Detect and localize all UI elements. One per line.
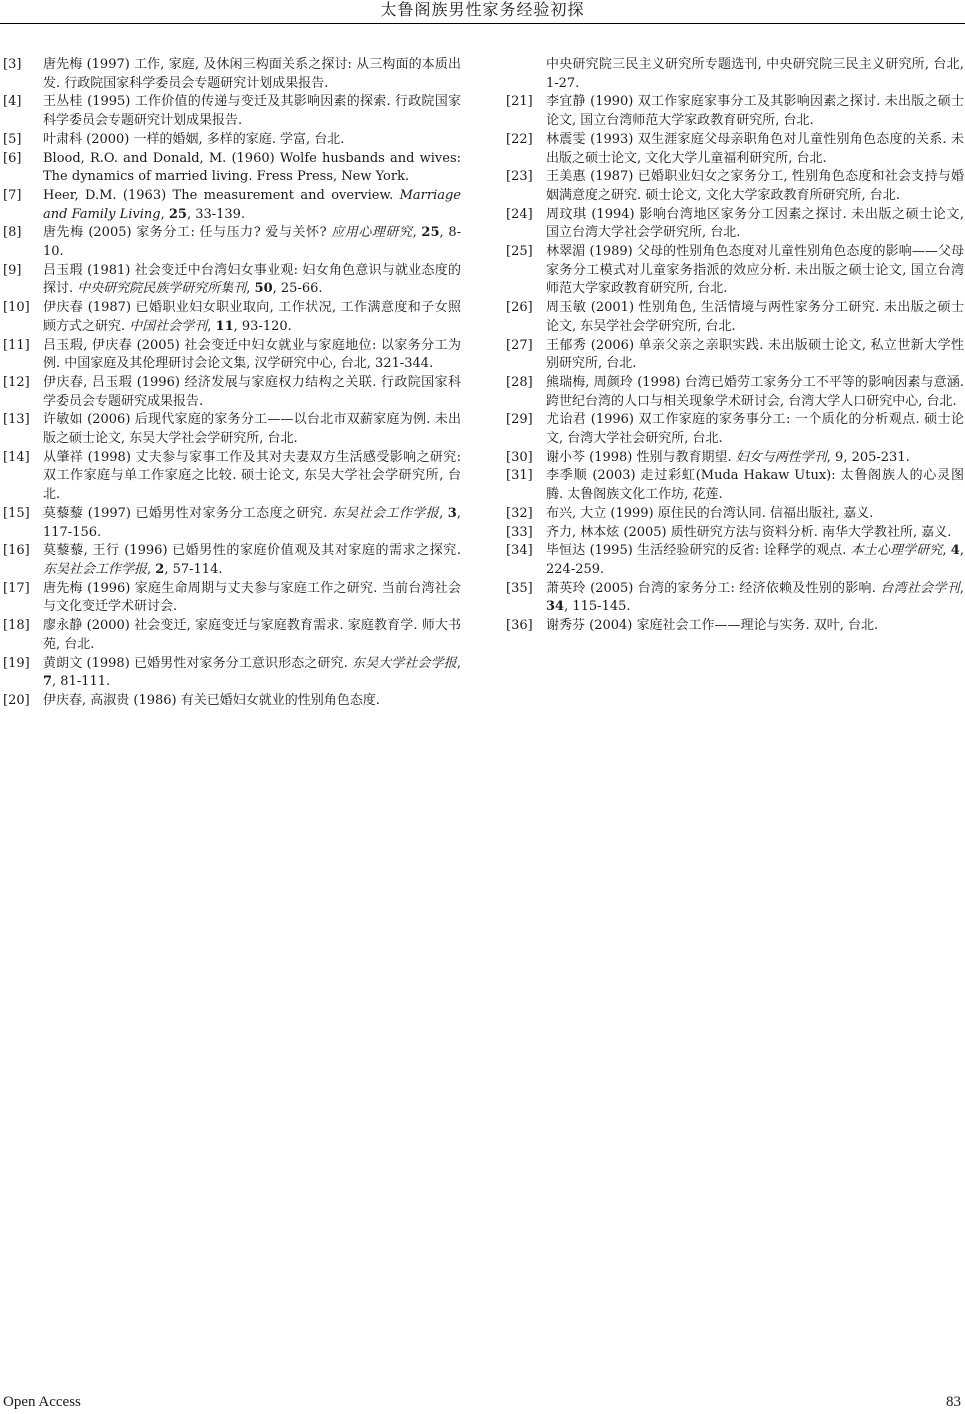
reference-volume: 50 (254, 281, 273, 297)
reference-text: 唐先梅 (1996) 家庭生命周期与丈夫参与家庭工作之研究. 当前台湾社会与文化变迁学术研讨会. (43, 580, 461, 615)
reference-text: Blood, R.O. and Donald, M. (1960) Wolfe husbands and wives: The dynamics of married living. Fress Press, New York. (43, 150, 461, 185)
reference-text: , (160, 206, 169, 222)
reference-volume: 3 (447, 505, 457, 521)
reference-entry (3, 299, 461, 336)
reference-entry (506, 542, 964, 579)
reference-number: [3] (3, 57, 22, 72)
reference-text: 吕玉瑕, 伊庆春 (2005) 社会变迁中妇女就业与家庭地位: 以家务分工为例. 中国家庭及其伦理研讨会论文集, 汉学研究中心, 台北, 321-344. (43, 337, 461, 372)
reference-number: [36] (506, 618, 533, 634)
reference-text: 齐力, 林本炫 (2005) 质性研究方法与资料分析. 南华大学教社所, 嘉义. (546, 524, 952, 540)
reference-entry (3, 542, 461, 579)
reference-number: [11] (3, 337, 30, 353)
reference-entry (506, 93, 964, 130)
reference-text: 谢秀芬 (2004) 家庭社会工作——理论与实务. 双叶, 台北. (546, 618, 879, 634)
reference-volume: 11 (215, 318, 234, 334)
reference-text: 中央研究院三民主义研究所专题选刊, 中央研究院三民主义研究所, 台北, 1-27. (546, 57, 964, 91)
reference-text: , 117-156. (43, 505, 461, 540)
reference-volume: 7 (43, 674, 53, 690)
reference-number: [6] (3, 150, 22, 166)
reference-text: 毕恒达 (1995) 生活经验研究的反省: 诠释学的观点. (546, 543, 851, 559)
reference-text: , 9, 205-231. (826, 449, 910, 465)
reference-entry (506, 337, 964, 374)
reference-text: 王丛桂 (1995) 工作价值的传递与变迁及其影响因素的探索. 行政院国家科学委员会专题研究计划成果报告. (43, 94, 461, 129)
reference-volume: 25 (168, 206, 187, 222)
reference-text: 伊庆春 (1987) 已婚职业妇女职业取向, 工作状况, 工作满意度和子女照顾方式之研究. (43, 300, 461, 334)
reference-text: , 93-120. (233, 318, 292, 334)
reference-entry (506, 299, 964, 336)
reference-text: 布兴, 大立 (1999) 原住民的台湾认同. 信福出版社, 嘉义. (546, 505, 874, 521)
reference-text: 林震雯 (1993) 双生涯家庭父母亲职角色对儿童性别角色态度的关系. 未出版之硕士论文, 文化大学儿童福利研究所, 台北. (546, 131, 964, 166)
reference-text: , 57-114. (164, 561, 223, 577)
reference-entry (506, 617, 964, 636)
reference-entry (506, 580, 964, 617)
reference-text: , (942, 543, 951, 559)
reference-text: , 8-10. (43, 225, 461, 260)
reference-entry (3, 449, 461, 505)
reference-text: 李宜静 (1990) 双工作家庭家事分工及其影响因素之探讨. 未出版之硕士论文, 国立台湾师范大学家政教育研究所, 台北. (546, 94, 964, 129)
reference-number: [4] (3, 94, 22, 110)
reference-number: [18] (3, 618, 30, 634)
reference-text: 王美惠 (1987) 已婚职业妇女之家务分工, 性别角色态度和社会支持与婚姻满意度之研究. 硕士论文, 文化大学家政教育所研究所, 台北. (546, 169, 964, 203)
reference-entry (3, 692, 461, 711)
reference-text: 尤诒君 (1996) 双工作家庭的家务事分工: 一个质化的分析观点. 硕士论文, 台湾大学社会研究所, 台北. (546, 412, 964, 447)
reference-entry (3, 150, 461, 187)
reference-journal: 本土心理学研究 (850, 543, 943, 559)
reference-volume: 34 (546, 599, 565, 615)
reference-entry (3, 224, 461, 261)
reference-text: 吕玉瑕 (1981) 社会变迁中台湾妇女事业观: 妇女角色意识与就业态度的探讨. (43, 262, 461, 297)
reference-journal: 东吴社会工作学报 (43, 561, 148, 577)
reference-journal: 中国社会学刊 (129, 318, 208, 334)
reference-number: [24] (506, 206, 533, 222)
reference-text: 唐先梅 (1997) 工作, 家庭, 及休闲三构面关系之探讨: 从三构面的本质出发. 行政院国家科学委员会专题研究计划成果报告. (43, 57, 461, 91)
reference-text: , (207, 318, 216, 334)
reference-number: [25] (506, 244, 533, 260)
reference-number: [20] (3, 692, 30, 708)
reference-text: 莫藜藜, 王行 (1996) 已婚男性的家庭价值观及其对家庭的需求之探究. (43, 543, 461, 559)
reference-text: 李季顺 (2003) 走过彩虹(Muda Hakaw Utux): 太鲁阁族人的心灵图腾. 太鲁阁族文化工作坊, 花莲. (546, 468, 964, 503)
reference-entry (3, 93, 461, 130)
reference-text: 叶肃科 (2000) 一样的婚姻, 多样的家庭. 学富, 台北. (43, 131, 345, 147)
reference-text: 林翠湄 (1989) 父母的性别角色态度对儿童性别角色态度的影响——父母家务分工模式对儿童家务指派的效应分析. 未出版之硕士论文, 国立台湾师范大学家政教育研究所, 台北. (546, 244, 964, 297)
reference-text: 从肇祥 (1998) 丈夫参与家事工作及其对夫妻双方生活感受影响之研究: 双工作家庭与单工作家庭之比较. 硕士论文, 东吴大学社会学研究所, 台北. (43, 449, 461, 503)
reference-number: [12] (3, 374, 30, 390)
reference-number: [28] (506, 374, 533, 390)
reference-number: [21] (506, 94, 533, 110)
reference-entry (506, 467, 964, 504)
page-number: 83 (946, 1394, 961, 1410)
reference-text: 廖永静 (2000) 社会变迁, 家庭变迁与家庭教育需求. 家庭教育学. 师大书苑, 台北. (43, 618, 461, 652)
reference-text: 伊庆春, 吕玉瑕 (1996) 经济发展与家庭权力结构之关联. 行政院国家科学委员会专题研究成果报告. (43, 374, 461, 409)
reference-entry (506, 374, 964, 411)
reference-number: [9] (3, 262, 22, 278)
footer-open-access: Open Access (3, 1394, 81, 1410)
reference-entry (506, 243, 964, 299)
reference-number: [30] (506, 449, 533, 465)
reference-text: , (439, 505, 448, 521)
reference-text: 王郁秀 (2006) 单亲父亲之亲职实践. 未出版硕士论文, 私立世新大学性别研究所, 台北. (546, 337, 964, 372)
reference-entry (506, 168, 964, 205)
reference-number: [15] (3, 505, 30, 521)
reference-number: [31] (506, 468, 533, 484)
reference-journal: 中央研究院民族学研究所集刊 (77, 281, 247, 297)
reference-number: [32] (506, 505, 533, 521)
reference-number: [29] (506, 412, 533, 428)
reference-number: [33] (506, 524, 533, 540)
reference-text: , (412, 225, 422, 241)
reference-text: , 33-139. (186, 206, 246, 222)
header-rule (0, 23, 965, 24)
reference-number: [35] (506, 580, 533, 596)
reference-number: [14] (3, 449, 30, 465)
reference-entry (3, 262, 461, 299)
reference-number: [8] (3, 225, 22, 241)
reference-number: [27] (506, 337, 533, 353)
reference-volume: 2 (155, 561, 165, 577)
references-left-column (3, 56, 461, 711)
reference-entry (3, 655, 461, 692)
reference-text: 熊瑞梅, 周颜玲 (1998) 台湾已婚劳工家务分工不平等的影响因素与意涵. 跨世纪台湾的人口与相关现象学术研讨会, 台湾大学人口研究中心, 台北. (546, 374, 964, 409)
reference-journal: 妇女与两性学刊 (735, 449, 827, 465)
reference-number: [34] (506, 543, 533, 559)
reference-entry (3, 617, 461, 654)
reference-entry (506, 524, 964, 543)
reference-text: , (246, 281, 255, 297)
reference-number: [10] (3, 300, 30, 316)
reference-number: [13] (3, 412, 30, 428)
reference-entry (506, 411, 964, 448)
reference-text: , (959, 580, 964, 596)
reference-text: , 115-145. (564, 599, 631, 615)
reference-entry (506, 206, 964, 243)
reference-text: 伊庆春, 高淑贵 (1986) 有关已婚妇女就业的性别角色态度. (43, 692, 380, 708)
reference-number: [7] (3, 187, 22, 203)
reference-text: 周玉敏 (2001) 性别角色, 生活情境与两性家务分工研究. 未出版之硕士论文, 东吴学社会学研究所, 台北. (546, 300, 964, 334)
reference-number: [26] (506, 300, 533, 316)
reference-journal: 东吴社会工作学报 (331, 505, 440, 521)
reference-text: 莫藜藜 (1997) 已婚男性对家务分工态度之研究. (43, 505, 332, 521)
reference-number: [5] (3, 131, 22, 147)
reference-entry (3, 131, 461, 150)
reference-entry (3, 187, 461, 224)
reference-text: 周玟琪 (1994) 影响台湾地区家务分工因素之探讨. 未出版之硕士论文, 国立台湾大学社会学研究所, 台北. (546, 206, 964, 241)
reference-number: [17] (3, 580, 30, 596)
reference-entry (3, 337, 461, 374)
reference-text: Heer, D.M. (1963) The measurement and overview. (43, 187, 400, 203)
references-right-column (506, 56, 964, 636)
reference-number: [16] (3, 543, 30, 559)
reference-text: , 25-66. (272, 281, 323, 297)
reference-number: [23] (506, 169, 533, 185)
reference-text: , (456, 655, 461, 671)
reference-journal: 应用心理研究 (331, 225, 413, 241)
reference-entry (506, 449, 964, 468)
reference-entry (3, 56, 461, 93)
reference-journal: 台湾社会学刊 (880, 580, 960, 596)
reference-entry (3, 505, 461, 542)
reference-text: 许敏如 (2006) 后现代家庭的家务分工——以台北市双薪家庭为例. 未出版之硕士论文, 东吴大学社会学研究所, 台北. (43, 412, 461, 447)
reference-journal: Marriage and Family Living (43, 187, 461, 222)
reference-text: , 81-111. (52, 674, 111, 690)
running-header: 太鲁阁族男性家务经验初探 (380, 0, 585, 19)
reference-text: 谢小芩 (1998) 性别与教育期望. (546, 449, 736, 465)
reference-number: [22] (506, 131, 533, 147)
reference-entry (3, 411, 461, 448)
reference-number: [19] (3, 655, 30, 671)
reference-text: , (147, 561, 156, 577)
reference-text: 黄朗文 (1998) 已婚男性对家务分工意识形态之研究. (43, 655, 353, 671)
reference-entry (3, 580, 461, 617)
reference-entry (506, 505, 964, 524)
reference-text: 萧英玲 (2005) 台湾的家务分工: 经济依赖及性别的影响. (546, 580, 881, 596)
reference-volume: 25 (421, 225, 440, 241)
reference-journal: 东吴大学社会学报 (352, 655, 457, 671)
reference-entry (506, 131, 964, 168)
reference-volume: 4 (950, 543, 960, 559)
reference-text: , 224-259. (546, 543, 964, 577)
reference-text: 唐先梅 (2005) 家务分工: 任与压力? 爱与关怀? (43, 225, 332, 241)
reference-entry (506, 56, 964, 93)
reference-entry (3, 374, 461, 411)
